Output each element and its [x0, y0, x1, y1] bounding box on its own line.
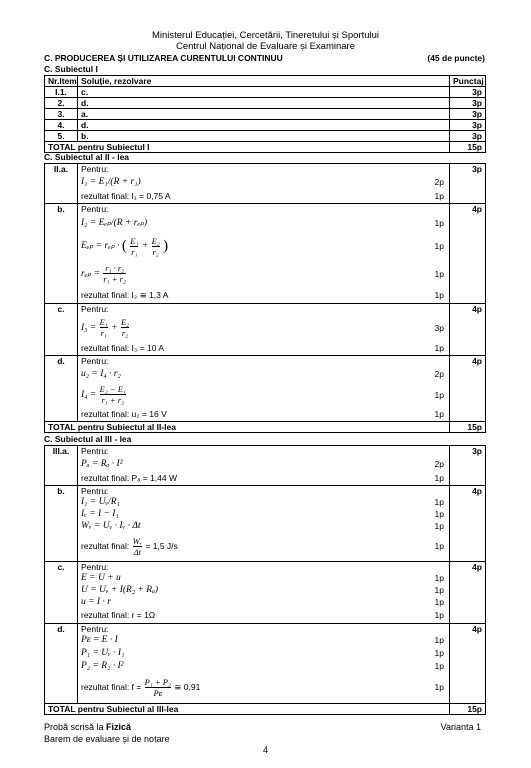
result-text: rezultat final: I₁ = 0,75 A [81, 191, 171, 201]
item-row-3d [45, 624, 486, 704]
line-points: 1p [434, 390, 444, 400]
result-line [81, 608, 446, 622]
item-row-2d [45, 356, 486, 422]
formula-line [81, 572, 446, 584]
table-row [45, 98, 486, 109]
formula: E = U + u [81, 573, 121, 583]
line-points: 2p [434, 459, 444, 469]
pentru-label: Pentru: [81, 304, 109, 314]
pentru-label: Pentru: [81, 164, 109, 174]
denominator: r₁ [131, 246, 138, 257]
pentru-label: Pentru: [81, 486, 109, 496]
line-points: 1p [434, 585, 444, 595]
fraction [121, 317, 129, 338]
item-number: 4. [45, 120, 78, 131]
subject-3-table [44, 445, 486, 715]
table-row [45, 131, 486, 142]
solution-cell [78, 486, 450, 562]
solution-cell [78, 446, 450, 486]
denominator: Pᴇ [145, 687, 171, 698]
plus-sign: + [111, 323, 118, 333]
formula: Wᵥ = Uᵥ · Iᵥ · Δt [81, 521, 141, 531]
item-row-3c [45, 562, 486, 624]
solution-cell [78, 562, 450, 624]
probe-prefix: Probă scrisă la [44, 722, 107, 732]
col-points-header: Punctaj [450, 76, 486, 87]
item-number: c. [45, 304, 78, 356]
page-number: 4 [262, 745, 268, 755]
pentru-label: Pentru: [81, 204, 109, 214]
total-points: 15p [450, 704, 486, 715]
formula: I₁ = Uᵥ/R₁ [81, 497, 120, 507]
formula: Pᴇ = E · I [81, 635, 118, 645]
formula-left: I₃ = [81, 323, 97, 333]
total-row [45, 422, 486, 433]
item-number: I.1. [45, 87, 78, 98]
formula-left: rₑₚ = [81, 269, 101, 279]
formula-line [81, 456, 446, 472]
line-points: 1p [434, 648, 444, 658]
numerator: E₁ [99, 317, 108, 328]
result-text: rezultat final: I₃ = 10 A [81, 343, 165, 353]
formula-left: I₄ = [81, 390, 97, 400]
item-number: c. [45, 562, 78, 624]
line-points: 1p [434, 241, 444, 251]
line-points: 1p [434, 290, 444, 300]
solution-cell [78, 356, 450, 422]
line-points: 1p [434, 409, 444, 419]
total-row [45, 704, 486, 715]
formula: Pₐ = Rₐ · I² [81, 459, 123, 469]
formula: P₂ = R₂ · I² [81, 661, 124, 671]
points: 3p [450, 131, 486, 142]
item-points: 3p [450, 164, 486, 204]
line-points: 1p [434, 635, 444, 645]
table-row [45, 120, 486, 131]
footer-barem: Barem de evaluare și de notare [44, 734, 170, 744]
line-points: 1p [434, 597, 444, 607]
col-solution-header: Soluție, rezolvare [78, 76, 450, 87]
result-line [81, 532, 446, 560]
table-header-row [45, 76, 486, 87]
denominator: r₁ + r₂ [103, 274, 126, 285]
pentru-label: Pentru: [81, 446, 109, 456]
result-text: rezultat final: Pₐ = 1,44 W [81, 473, 177, 483]
numerator: r₁ · r₂ [105, 263, 125, 274]
result-line [81, 190, 446, 202]
fraction [100, 384, 126, 405]
formula-line [81, 260, 446, 288]
subject-3-title: C. Subiectul al III - lea [44, 434, 132, 444]
item-points: 4p [450, 562, 486, 624]
formula-line [81, 508, 446, 520]
total-label: TOTAL pentru Subiectul I [45, 142, 450, 153]
answer: a. [78, 109, 450, 120]
line-points: 2p [434, 369, 444, 379]
result-line [81, 342, 446, 354]
subject-1-table [44, 75, 486, 153]
table-row [45, 109, 486, 120]
solution-cell [78, 304, 450, 356]
center-header: Centrul Național de Evaluare și Examinare [175, 41, 355, 52]
points: 3p [450, 109, 486, 120]
line-points: 1p [434, 343, 444, 353]
paren-close: ) [163, 238, 169, 254]
result-label: rezultat final: [81, 541, 130, 551]
numerator: E₁ [130, 235, 139, 246]
answer: d. [78, 98, 450, 109]
formula-left: Eₑₚ = rₑₚ · [81, 241, 120, 252]
line-points: 1p [434, 497, 444, 507]
formula: I₁ = E₁/(R + r₁) [81, 177, 141, 187]
result-line [81, 673, 446, 701]
item-number: 5. [45, 131, 78, 142]
footer-variant: Varianta 1 [440, 722, 481, 732]
total-label: TOTAL pentru Subiectul al III-lea [45, 704, 450, 715]
solution-cell [78, 164, 450, 204]
numerator: E₂ [120, 317, 130, 328]
subject-2-table [44, 163, 486, 433]
fraction [145, 677, 171, 698]
total-points: 15p [450, 422, 486, 433]
formula-line [81, 660, 446, 673]
result-value: ≅ 0,91 [174, 682, 201, 692]
item-row-2a [45, 164, 486, 204]
numerator: E₂ − E₁ [99, 384, 126, 395]
fraction [152, 236, 160, 257]
item-row-3b [45, 486, 486, 562]
item-number: 2. [45, 98, 78, 109]
total-label: TOTAL pentru Subiectul al II-lea [45, 422, 450, 433]
result-line [81, 288, 446, 302]
formula-line [81, 584, 446, 596]
item-row-2c [45, 304, 486, 356]
line-points: 1p [434, 661, 444, 671]
line-points: 2p [434, 177, 444, 187]
item-number: b. [45, 486, 78, 562]
formula-line [81, 496, 446, 508]
item-points: 4p [450, 356, 486, 422]
result-line [81, 472, 446, 484]
item-points: 4p [450, 624, 486, 704]
item-points: 4p [450, 204, 486, 304]
formula: P₁ = Uᵥ · I₁ [81, 648, 125, 658]
numerator: P₁ + P₂ [144, 677, 171, 688]
points: 3p [450, 98, 486, 109]
formula-line [81, 382, 446, 408]
item-number: d. [45, 624, 78, 704]
total-points: 15p [450, 142, 486, 153]
points: 3p [450, 120, 486, 131]
formula-line [81, 647, 446, 660]
numerator: Wᵥ [132, 536, 143, 547]
result-text: rezultat final: u₂ = 16 V [81, 409, 167, 419]
item-number: II.a. [45, 164, 78, 204]
subject-2-title: C. Subiectul al II - lea [44, 152, 130, 162]
formula: U = Uᵥ + I(R₂ + Rₐ) [81, 585, 159, 595]
formula-line [81, 520, 446, 532]
item-points: 4p [450, 486, 486, 562]
line-points: 1p [434, 610, 444, 620]
fraction [133, 536, 142, 557]
answer: d. [78, 120, 450, 131]
denominator: r₂ [152, 246, 159, 257]
formula: I₂ = Eₑₚ/(R + rₑₚ) [81, 218, 148, 228]
line-points: 1p [434, 521, 444, 531]
item-number: d. [45, 356, 78, 422]
pentru-label: Pentru: [81, 562, 109, 572]
item-number: b. [45, 204, 78, 304]
item-points: 4p [450, 304, 486, 356]
section-title [44, 53, 485, 63]
formula-line [81, 634, 446, 647]
fraction [103, 263, 126, 284]
line-points: 1p [434, 541, 444, 551]
points: 3p [450, 87, 486, 98]
solution-cell [78, 204, 450, 304]
plus-sign: + [141, 241, 149, 252]
formula: u = I · r [81, 597, 111, 607]
formula-line [81, 596, 446, 608]
formula-line [81, 314, 446, 342]
item-number: 3. [45, 109, 78, 120]
formula-line [81, 174, 446, 190]
formula-line [81, 214, 446, 232]
table-row [45, 87, 486, 98]
denominator: r₁ + r₂ [101, 395, 125, 406]
denominator: Δt [133, 547, 141, 558]
footer-probe [44, 722, 131, 733]
numerator: E₂ [151, 235, 160, 246]
formula-line [81, 232, 446, 260]
line-points: 1p [434, 509, 444, 519]
result-text: rezultat final: r = 1Ω [81, 610, 156, 620]
result-text: rezultat final: I₂ ≅ 1,3 A [81, 290, 169, 300]
ministry-header: Ministerul Educației, Cercetării, Tineretului și Sportului [151, 30, 380, 41]
line-points: 1p [434, 473, 444, 483]
result-value: = 1,5 J/s [145, 541, 178, 551]
formula-line [81, 366, 446, 382]
line-points: 1p [434, 191, 444, 201]
formula: u₂ = I₄ · r₂ [81, 369, 121, 379]
line-points: 3p [434, 323, 444, 333]
line-points: 1p [434, 682, 444, 692]
col-item-header: Nr.Item [45, 76, 78, 87]
pentru-label: Pentru: [81, 624, 109, 634]
result-line [81, 408, 446, 420]
answer: b. [78, 131, 450, 142]
answer: c. [78, 87, 450, 98]
probe-subject: Fizică [106, 722, 132, 732]
paren-open: ( [121, 238, 127, 254]
section-points: (45 de puncte) [427, 53, 485, 63]
solution-cell [78, 624, 450, 704]
section-title-text: C. PRODUCEREA ȘI UTILIZAREA CURENTULUI CONTINUU [44, 53, 283, 63]
item-row-2b [45, 204, 486, 304]
item-points: 3p [450, 446, 486, 486]
result-label: rezultat final: f = [81, 682, 142, 692]
pentru-label: Pentru: [81, 356, 109, 366]
denominator: r₁ [100, 328, 107, 339]
fraction [130, 236, 138, 257]
denominator: r₂ [121, 328, 129, 339]
total-row [45, 142, 486, 153]
subject-1-title: C. Subiectul I [44, 64, 98, 74]
formula: Iᵥ = I − I₁ [81, 509, 119, 519]
line-points: 1p [434, 269, 444, 279]
fraction [100, 317, 108, 338]
item-row-3a [45, 446, 486, 486]
line-points: 1p [434, 218, 444, 228]
item-number: III.a. [45, 446, 78, 486]
line-points: 1p [434, 573, 444, 583]
